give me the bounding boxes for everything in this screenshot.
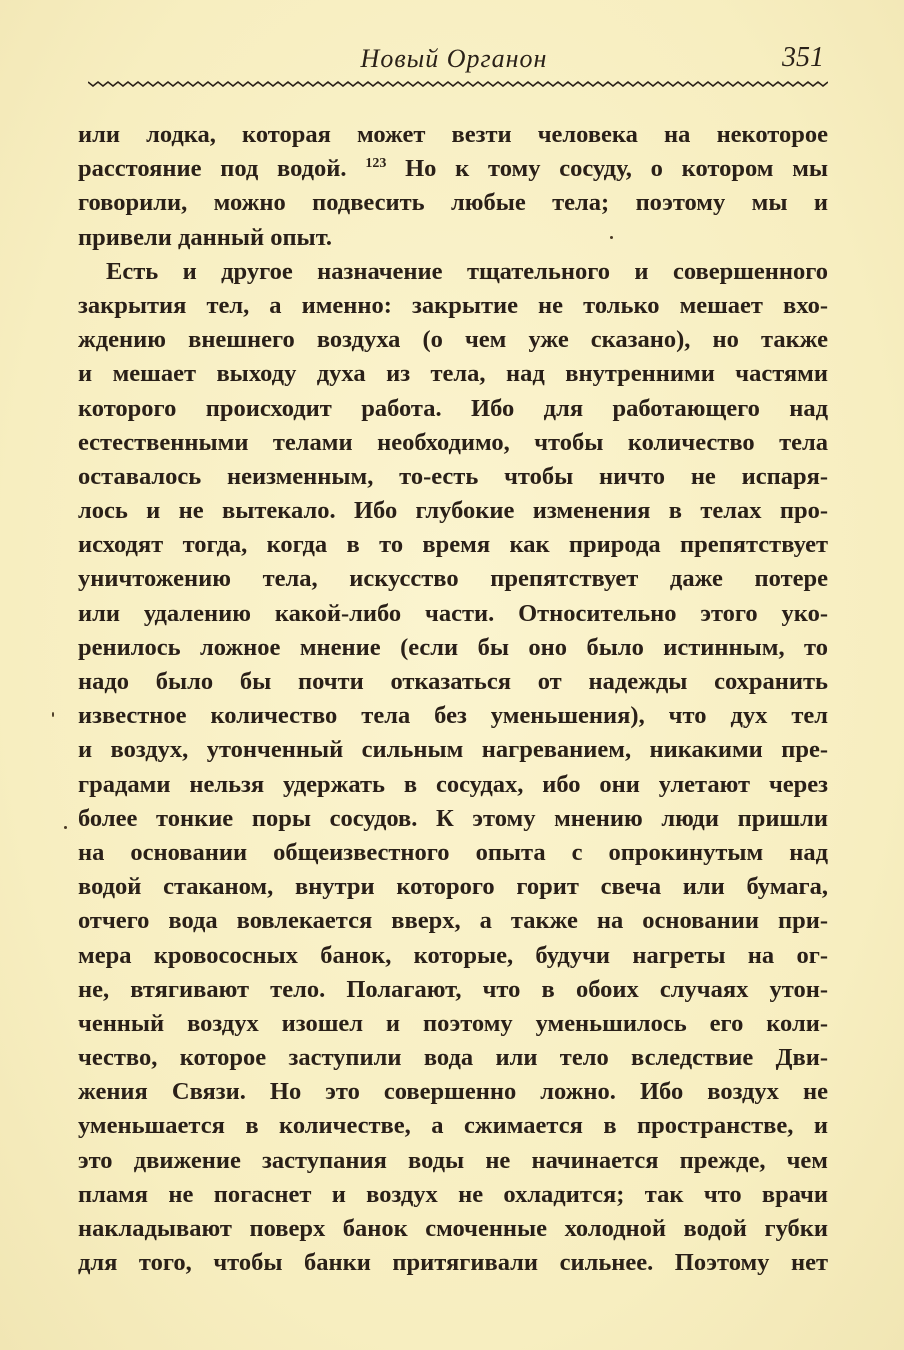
text-line: или удалению какой-либо части. Относительно этого уко-	[78, 599, 828, 627]
text-line: накладывают поверх банок смоченные холодной водой губки	[78, 1215, 828, 1242]
text-line: жения Связи. Но это совершенно ложно. Ибо воздух не	[78, 1078, 828, 1106]
text-line: отчего вода вовлекается вверх, а также на основании при-	[78, 907, 828, 935]
text-fragment: Но к тому сосуду, о котором мы	[405, 155, 828, 183]
text-line: это движение заступания воды не начинается прежде, чем	[78, 1146, 828, 1174]
text-line: известное количество тела без уменьшения), что дух тел	[78, 702, 828, 730]
body-text	[78, 118, 828, 1280]
text-line: не, втягивают тело. Полагают, что в обоих случаях утон-	[78, 975, 828, 1003]
text-line: ренилось ложное мнение (если бы оно было истинным, то	[78, 633, 828, 661]
running-head	[78, 40, 830, 80]
text-line: чество, которое заступили вода или тело вследствие Дви-	[78, 1044, 828, 1072]
text-line: естественными телами необходимо, чтобы количество тела	[78, 428, 828, 456]
text-line: или лодка, которая может везти человека на некоторое	[78, 121, 828, 148]
ornamental-rule	[88, 80, 828, 88]
running-head-title: Новый Органон	[360, 44, 548, 73]
text-line: на основании общеизвестного опыта с опрокинутым над	[78, 838, 828, 866]
text-line: для того, чтобы банки притягивали сильнее. Поэтому нет	[78, 1249, 828, 1277]
print-speck	[610, 236, 613, 239]
text-line: и воздух, утонченный сильным нагреванием, никакими пре-	[78, 736, 828, 764]
text-line: надо было бы почти отказаться от надежды сохранить	[78, 668, 828, 695]
text-line: привели данный опыт.	[78, 223, 333, 251]
text-line: пламя не погаснет и воздух не охладится; так что врачи	[78, 1180, 828, 1208]
page-number: 351	[782, 42, 824, 73]
text-line: ченный воздух изошел и поэтому уменьшилось его коли-	[78, 1009, 828, 1037]
text-line: более тонкие поры сосудов. К этому мнению люди пришли	[78, 804, 828, 832]
print-speck	[64, 826, 67, 829]
text-line: уничтожению тела, искусство препятствует даже потере	[78, 565, 828, 593]
text-line: ждению внешнего воздуха (о чем уже сказано), но также	[78, 326, 828, 354]
text-line: и мешает выходу духа из тела, над внутренними частями	[78, 360, 828, 388]
text-line: уменьшается в количестве, а сжимается в пространстве, и	[78, 1112, 828, 1140]
text-line: водой стаканом, внутри которого горит свеча или бумага,	[78, 873, 828, 901]
text-line: Есть и другое назначение тщательного и совершенного	[106, 257, 828, 285]
text-line: мера кровососных банок, которые, будучи нагреты на ог-	[78, 941, 828, 969]
text-line: градами нельзя удержать в сосудах, ибо они улетают через	[78, 770, 828, 798]
text-line: исходят тогда, когда в то время как природа препятствует	[78, 531, 828, 559]
text-line: оставалось неизменным, то-есть чтобы ничто не испаря-	[78, 462, 828, 490]
text-line: лось и не вытекало. Ибо глубокие изменения в телах про-	[78, 497, 828, 525]
print-speck	[52, 712, 54, 717]
text-line: которого происходит работа. Ибо для работающего над	[78, 394, 828, 422]
footnote-reference: 123	[365, 156, 387, 172]
text-fragment: расстояние под водой.	[78, 155, 347, 183]
text-line: закрытия тел, а именно: закрытие не только мешает вхо-	[78, 291, 828, 319]
text-line: говорили, можно подвесить любые тела; поэтому мы и	[78, 189, 828, 217]
text-line	[78, 152, 828, 186]
